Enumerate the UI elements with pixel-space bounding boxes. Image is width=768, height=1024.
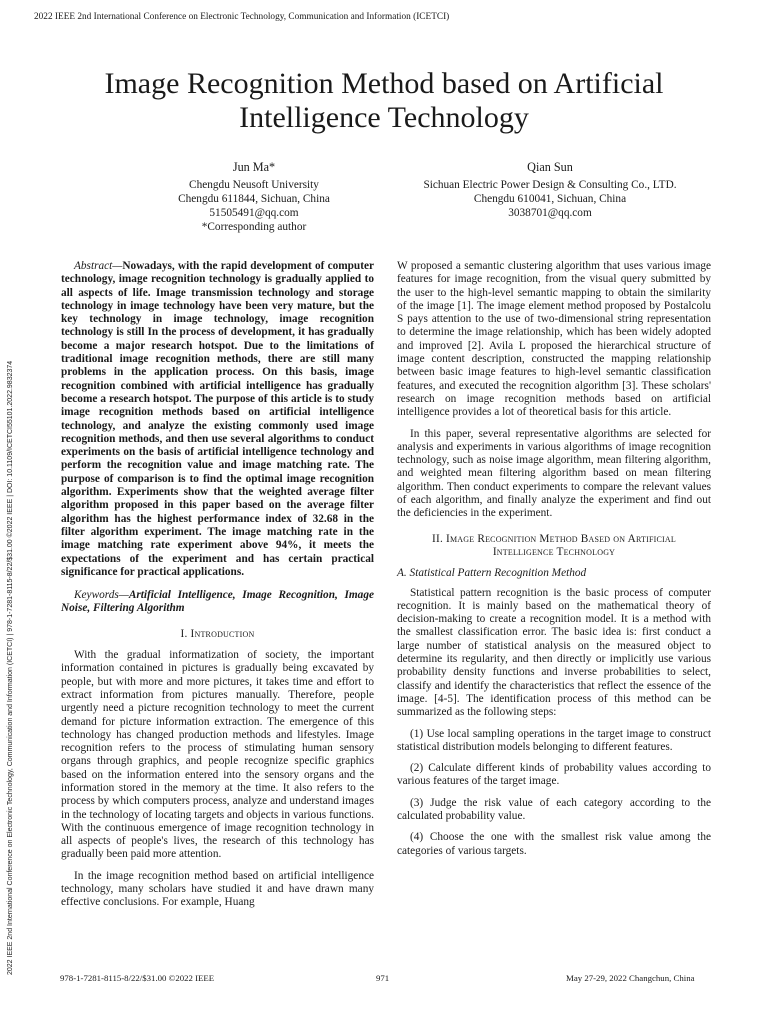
footer-page-number: 971 xyxy=(376,973,390,983)
author-affiliation: Sichuan Electric Power Design & Consulting Co., LTD. xyxy=(423,179,677,191)
author-address: Chengdu 610041, Sichuan, China xyxy=(473,193,627,205)
step-item: (4) Choose the one with the smallest risk value among the categories of various targets. xyxy=(397,831,711,857)
conference-header: 2022 IEEE 2nd International Conference on Electronic Technology, Communication and Information (ICETCI) xyxy=(34,12,450,22)
author-address: Chengdu 611844, Sichuan, China xyxy=(178,193,330,205)
title-line-2: Intelligence Technology xyxy=(239,101,529,134)
title-line-1: Image Recognition Method based on Artificial xyxy=(104,67,664,100)
abstract-lead: Abstract— xyxy=(74,260,123,272)
footer-isbn: 978-1-7281-8115-8/22/$31.00 ©2022 IEEE xyxy=(60,973,215,983)
abstract-text: Nowadays, with the rapid development of computer technology, image recognition technology is gradually applied to all aspects of life. Image transmission technology and storage technology in image technology have been very mature, but the key technology in image technology, image recognition technology is still In the process of development, it has gradually become a major research hotspot. Due to the limitations of traditional image recognition methods, there are still many problems in the application process. On this basis, image recognition combined with artificial intelligence has gradually become a research hotspot. The purpose of this article is to study image recognition methods based on artificial intelligence technology, and analyze the existing commonly used image recognition methods, and then use several algorithms to conduct experiments on the basis of artificial intelligence technology and perform the recognition value and image matching rate. The purpose of comparison is to find the optimal image recognition algorithm. Experiments show that the weighted average filter algorithm proposed in this paper based on the average filter algorithm has the highest performance index of 32.68 in the filter algorithm experiment. The image matching rate in the image matching rate experiment above 94%, it meets the expectations of the experiment and has certain practical significance for practical applications. xyxy=(61,260,374,578)
section-heading-line-2: Intelligence Technology xyxy=(492,545,616,558)
keywords-lead: Keywords— xyxy=(74,589,129,602)
intro-paragraph-1: With the gradual informatization of society, the important information contained in pictures is gradually being excavated by people, but with more and more pictures, it takes time and effort to extract information from pictures manually. Therefore, people urgently need a picture recognition technology to meet the current demand for picture information extraction. The emergence of this technology has changed production methods and lifestyles. Image recognition refers to the process of stimulating human sensory organs through graphics, and people recognize specific graphics based on the information entered into the sensory organs and the information stored in the memory at the time. It also refers to the process by which computers process, analyze and understand images in the technology of locating targets and objects in various functions. With the continuous emergence of image recognition technology in all aspects of people's lives, the research of this technology has gradually been paid more attention. xyxy=(61,649,374,861)
author-affiliation: Chengdu Neusoft University xyxy=(189,179,319,191)
body-paragraph-3: Statistical pattern recognition is the basic process of computer recognition. It is mainly based on the mathematical theory of decision-making to create a recognition model. It is a method with the smallest classification error. The basic idea is: first conduct a large number of statistical analysis on the measured object to determine its regularity, and then directly or implicitly use various probability density functions and inverse probabilities to select, classify and identify the characteristics that reflect the essence of the image. [4-5]. The identification process of this method can be summarized as the following steps: xyxy=(397,586,711,719)
author-note: *Corresponding author xyxy=(201,221,307,233)
footer-date: May 27-29, 2022 Changchun, China xyxy=(566,973,695,983)
author-email[interactable]: 51505491@qq.com xyxy=(209,207,299,219)
keywords-text: Artificial Intelligence, Image Recognition, Image Noise, Filtering Algorithm xyxy=(61,589,374,615)
doi-side-strip: 2022 IEEE 2nd International Conference on Electronic Technology, Communication and Information (ICETCI) | 978-1-7281-8115-8/22/$31.00 ©2022 IEEE | DOI: 10.1109/ICETCI55101.2022.9832374 xyxy=(7,360,14,975)
section-heading-line-1: II. Image Recognition Method Based on Artificial xyxy=(432,532,676,545)
body-paragraph-2: In this paper, several representative algorithms are selected for analysis and experiments in various algorithms of image recognition technology, such as noise image algorithm, mean filtering algorithm, and weighted mean filtering algorithm based on mean filtering algorithm. Then conduct experiments to compare the relevant values of each algorithm, and finally analyze the experiment and find out the deficiencies in the experiment. xyxy=(397,427,711,520)
right-column xyxy=(397,260,711,866)
step-item: (1) Use local sampling operations in the target image to construct statistical distribution models belonging to different features. xyxy=(397,727,711,753)
intro-paragraph-2: In the image recognition method based on artificial intelligence technology, many scholars have studied it and have drawn many effective conclusions. For example, Huang xyxy=(61,869,374,909)
body-paragraph-1: W proposed a semantic clustering algorithm that uses various image features for image recognition, from the visual query submitted by the user to the high-level semantic mapping to obtain the similarity of the image [1]. The image element method proposed by Postalcolu S pays attention to the use of two-dimensional string representation to determine the image relationship, which has been widely adopted and improved [2]. Avila L proposed the hierarchical structure of image content description, constructed the mapping relationship between basic image features to high-level semantic classification features, and executed the recognition algorithm [3]. These scholars' research on image recognition methods based on artificial intelligence provides a lot of theoretical basis for this article. xyxy=(397,260,711,419)
author-name: Qian Sun xyxy=(527,160,573,174)
author-block-2 xyxy=(390,160,710,220)
author-email[interactable]: 3038701@qq.com xyxy=(508,207,592,219)
paper-title xyxy=(60,67,708,135)
section-heading-method xyxy=(397,533,711,560)
section-heading-introduction: I. Introduction xyxy=(180,627,255,640)
left-column xyxy=(61,260,374,918)
step-item: (3) Judge the risk value of each category according to the calculated probability value. xyxy=(397,796,711,822)
author-name: Jun Ma* xyxy=(232,160,276,174)
keywords xyxy=(61,589,374,616)
step-item: (2) Calculate different kinds of probability values according to various features of the target image. xyxy=(397,762,711,788)
author-block-1 xyxy=(94,160,414,234)
subsection-heading: A. Statistical Pattern Recognition Method xyxy=(397,567,587,580)
abstract xyxy=(61,260,374,579)
